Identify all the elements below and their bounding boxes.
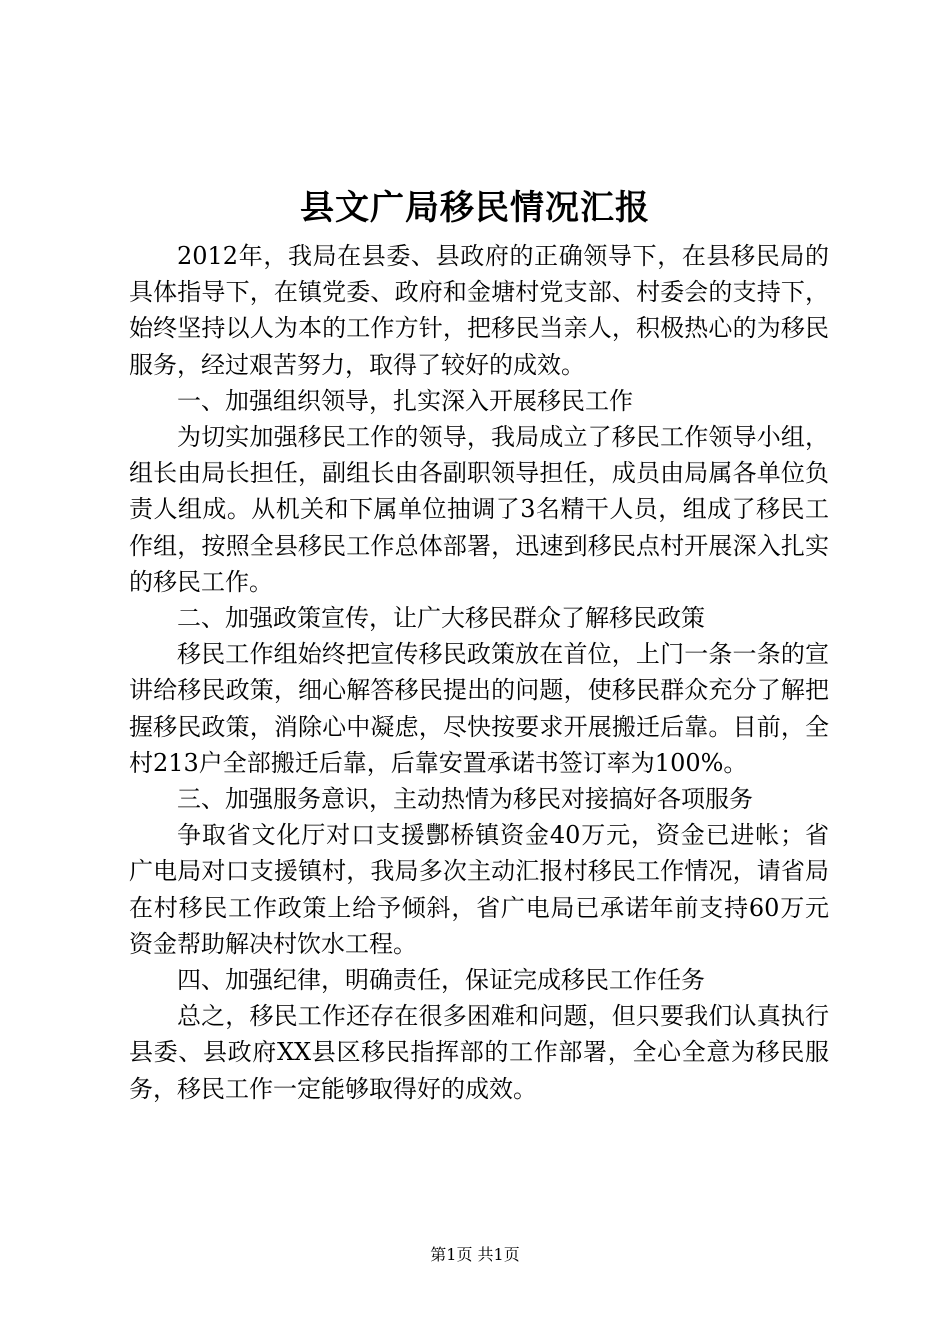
page-number-footer: 第1页 共1页 — [430, 1245, 520, 1264]
section-heading-3: 三、加强服务意识，主动热情为移民对接搞好各项服务 — [177, 785, 753, 814]
document-title: 县文广局移民情况汇报 — [300, 188, 650, 228]
section-heading-2: 二、加强政策宣传，让广大移民群众了解移民政策 — [177, 604, 705, 633]
paragraph-conclusion: 总之，移民工作还存在很多困难和问题，但只要我们认真执行县委、县政府XX县区移民指挥部的工作部署，全心全意为移民服务，移民工作一定能够取得好的成效。 — [129, 1002, 829, 1103]
section-heading-4: 四、加强纪律，明确责任，保证完成移民工作任务 — [177, 966, 705, 995]
document-body — [129, 238, 829, 1107]
paragraph-section-1: 为切实加强移民工作的领导，我局成立了移民工作领导小组，组长由局长担任，副组长由各副职领导担任，成员由局属各单位负责人组成。从机关和下属单位抽调了3名精干人员，组成了移民工作组，按照全县移民工作总体部署，迅速到移民点村开展深入扎实的移民工作。 — [129, 423, 829, 596]
paragraph-intro: 2012年，我局在县委、县政府的正确领导下，在县移民局的具体指导下，在镇党委、政府和金塘村党支部、村委会的支持下，始终坚持以人为本的工作方针，把移民当亲人，积极热心的为移民服务，经过艰苦努力，取得了较好的成效。 — [129, 242, 829, 379]
paragraph-section-3: 争取省文化厅对口支援酆桥镇资金40万元，资金已进帐；省广电局对口支援镇村，我局多次主动汇报村移民工作情况，请省局在村移民工作政策上给予倾斜，省广电局已承诺年前支持60万元资金帮助解决村饮水工程。 — [129, 821, 829, 958]
section-heading-1: 一、加强组织领导，扎实深入开展移民工作 — [177, 386, 633, 415]
paragraph-section-2: 移民工作组始终把宣传移民政策放在首位，上门一条一条的宣讲给移民政策，细心解答移民提出的问题，使移民群众充分了解把握移民政策，消除心中凝虑，尽快按要求开展搬迁后靠。目前，全村213户全部搬迁后靠，后靠安置承诺书签订率为100%。 — [129, 640, 829, 777]
